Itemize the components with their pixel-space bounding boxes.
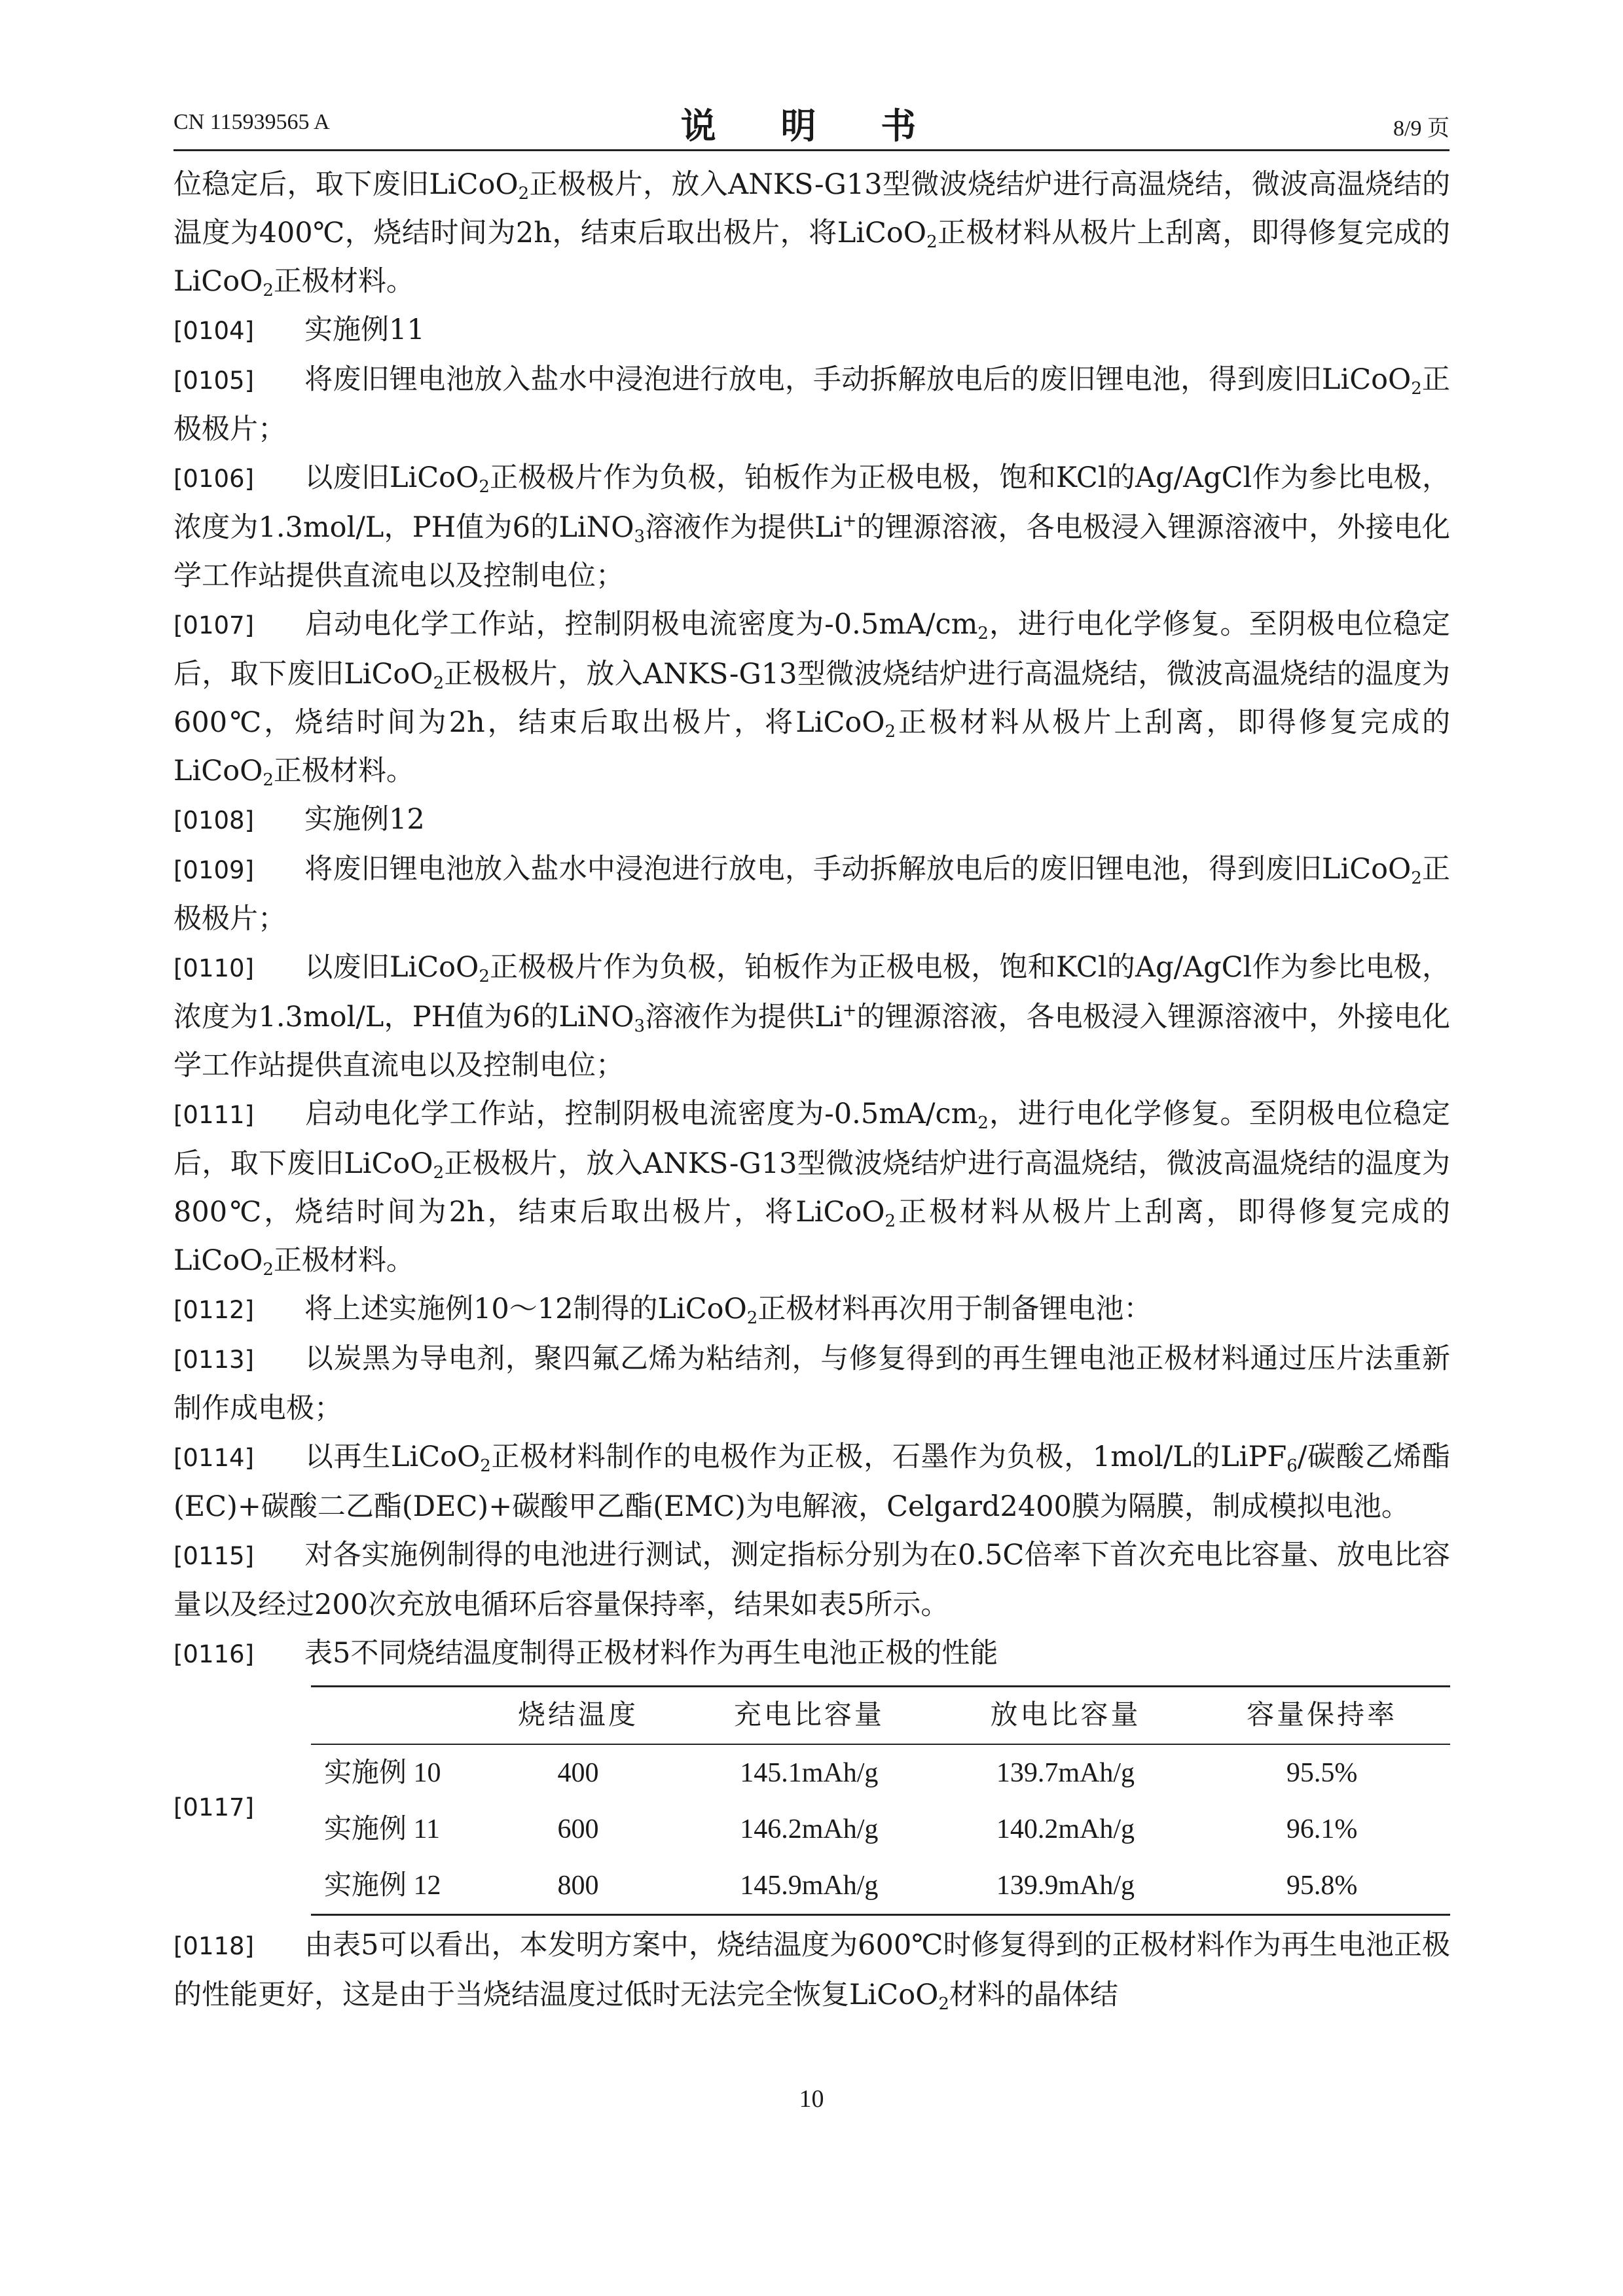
table-cell: 145.9mAh/g bbox=[681, 1857, 938, 1915]
patent-number: CN 115939565 A bbox=[173, 110, 330, 134]
table-row bbox=[311, 1801, 1450, 1857]
table-header-cell: 充电比容量 bbox=[681, 1687, 938, 1745]
subscript: 2 bbox=[479, 477, 490, 497]
paragraph-0111 bbox=[173, 1090, 1450, 1285]
table-row bbox=[311, 1744, 1450, 1801]
document-body bbox=[173, 160, 1450, 2019]
paragraph-text: 由表5可以看出，本发明方案中，烧结温度为600℃时修复得到的正极材料作为再生电池正极的性能更好，这是由于当烧结温度过低时无法完全恢复LiCoO$_2$材料的晶体结 bbox=[173, 1929, 1450, 2014]
paragraph-text: 以再生LiCoO$_2$正极材料制作的电极作为正极，石墨作为负极，1mol/L的LiPF$_6$/碳酸乙烯酯(EC)+碳酸二乙酯(DEC)+碳酸甲乙酯(EMC)为电解液，Celgard2400膜为隔膜，制成模拟电池。 bbox=[173, 1441, 1450, 1523]
table-cell: 145.1mAh/g bbox=[740, 1758, 879, 1788]
paragraph-0109 bbox=[173, 845, 1450, 943]
table-row bbox=[311, 1857, 1450, 1915]
table-header-cell: 烧结温度 bbox=[475, 1687, 681, 1745]
paragraph-0104 bbox=[173, 306, 1450, 355]
subscript: 3 bbox=[634, 1016, 646, 1036]
paragraph-0105 bbox=[173, 355, 1450, 454]
document-title: 说 明 书 bbox=[680, 105, 943, 147]
paragraph-0115 bbox=[173, 1531, 1450, 1629]
table-cell: 600 bbox=[557, 1814, 599, 1844]
subscript: 6 bbox=[1286, 1456, 1298, 1476]
paragraph-text-block bbox=[173, 1921, 1450, 2019]
paragraph-tag: [0107] bbox=[173, 611, 255, 639]
paragraph-tag: [0114] bbox=[173, 1444, 255, 1472]
subscript: 2 bbox=[263, 1260, 274, 1280]
subscript: 2 bbox=[479, 967, 490, 986]
header-rule bbox=[173, 149, 1450, 151]
results-table-block bbox=[173, 1685, 1450, 1921]
paragraph-tag: [0106] bbox=[173, 465, 255, 493]
paragraph-0107 bbox=[173, 600, 1450, 795]
subscript: 2 bbox=[263, 770, 274, 790]
page-header bbox=[173, 98, 1450, 147]
table-cell: 95.5% bbox=[1286, 1758, 1358, 1788]
table-cell: 139.7mAh/g bbox=[996, 1758, 1135, 1788]
paragraph-text: 启动电化学工作站，控制阴极电流密度为$-0.5mA/cm_2$，进行电化学修复。至阴极电位稳定后，取下废旧LiCoO$_2$正极极片，放入ANKS-G13型微波烧结炉进行高温烧结，微波高温烧结的温度为600℃，烧结时间为2h，结束后取出极片，将LiCoO$_2$正极材料从极片上刮离，即得修复完成的LiCoO$_2$正极材料。 bbox=[173, 608, 1451, 790]
superscript: + bbox=[842, 1001, 857, 1020]
paragraph-text: 对各实施例制得的电池进行测试，测定指标分别为在0.5C倍率下首次充电比容量、放电比容量以及经过200次充放电循环后容量保持率，结果如表5所示。 bbox=[173, 1539, 1450, 1621]
table-cell: 实施例 10 bbox=[324, 1758, 441, 1788]
paragraph-0113 bbox=[173, 1335, 1450, 1433]
paragraph-tag: [0117] bbox=[173, 1793, 255, 1821]
subscript: 2 bbox=[746, 1308, 758, 1328]
paragraph-tag: [0105] bbox=[173, 367, 255, 395]
paragraph-0116 bbox=[173, 1629, 1450, 1679]
paragraph-tag: [0116] bbox=[173, 1640, 255, 1668]
paragraph-tag: [0110] bbox=[173, 954, 255, 982]
paragraph-0110 bbox=[173, 943, 1450, 1090]
paragraph-text: 将废旧锂电池放入盐水中浸泡进行放电，手动拆解放电后的废旧锂电池，得到废旧LiCoO$_2$正极极片； bbox=[173, 853, 1450, 935]
table-cell: 139.9mAh/g bbox=[938, 1857, 1194, 1915]
paragraph-text: 位稳定后，取下废旧LiCoO$_2$正极极片，放入ANKS-G13型微波烧结炉进行高温烧结，微波高温烧结的温度为400℃，烧结时间为2h，结束后取出极片，将LiCoO$_2$正极材料从极片上刮离，即得修复完成的LiCoO$_2$正极材料。 bbox=[173, 168, 1451, 300]
paragraph-text: 实施例12 bbox=[304, 803, 425, 836]
table-cell: 800 bbox=[475, 1857, 681, 1915]
subscript: 2 bbox=[977, 624, 989, 643]
paragraph-text: 将废旧锂电池放入盐水中浸泡进行放电，手动拆解放电后的废旧锂电池，得到废旧LiCoO$_2$正极极片； bbox=[173, 363, 1450, 446]
results-table bbox=[311, 1685, 1450, 1916]
table-cell: 400 bbox=[557, 1758, 599, 1788]
subscript: 2 bbox=[926, 232, 938, 252]
superscript: + bbox=[842, 511, 857, 531]
paragraph-tag: [0118] bbox=[173, 1932, 255, 1960]
paragraph-0114 bbox=[173, 1433, 1450, 1531]
paragraph-tag: [0113] bbox=[173, 1346, 255, 1374]
paragraph-0118 bbox=[173, 1921, 1450, 2019]
paragraph-text: 以炭黑为导电剂，聚四氟乙烯为粘结剂，与修复得到的再生锂电池正极材料通过压片法重新制作成电极； bbox=[173, 1342, 1450, 1425]
paragraph-text: 将上述实施例10～12制得的LiCoO$_2$正极材料再次用于制备锂电池： bbox=[304, 1293, 1152, 1328]
subscript: 2 bbox=[938, 1994, 949, 2014]
paragraph-tag: [0112] bbox=[173, 1296, 255, 1324]
paragraph-tag: [0108] bbox=[173, 806, 255, 834]
page-indicator: 8/9 页 bbox=[1393, 117, 1450, 141]
paragraph-text: 以废旧LiCoO$_2$正极极片作为负极，铂板作为正极电极，饱和KCl的Ag/AgCl作为参比电极，浓度为1.3mol/L，PH值为6的LiNO$_3$溶液作为提供Li+的锂源溶液，各电极浸入锂源溶液中，外接电化学工作站提供直流电以及控制电位； bbox=[173, 461, 1450, 592]
paragraph-text: 表5不同烧结温度制得正极材料作为再生电池正极的性能 bbox=[304, 1637, 998, 1670]
table-cell: 95.8% bbox=[1194, 1857, 1450, 1915]
subscript: 2 bbox=[433, 673, 445, 693]
paragraph-list bbox=[173, 160, 1450, 1679]
paragraph-text: 以废旧LiCoO$_2$正极极片作为负极，铂板作为正极电极，饱和KCl的Ag/AgCl作为参比电极，浓度为1.3mol/L，PH值为6的LiNO$_3$溶液作为提供Li+的锂源溶液，各电极浸入锂源溶液中，外接电化学工作站提供直流电以及控制电位； bbox=[173, 951, 1450, 1082]
page-number: 10 bbox=[799, 2085, 824, 2113]
paragraph-text: 实施例11 bbox=[304, 314, 425, 346]
paragraph-tag: [0111] bbox=[173, 1101, 255, 1129]
subscript: 2 bbox=[263, 281, 274, 300]
subscript: 2 bbox=[433, 1163, 445, 1183]
table-cell: 96.1% bbox=[1286, 1814, 1358, 1844]
table-header-cell bbox=[311, 1687, 475, 1745]
paragraph-0106 bbox=[173, 454, 1450, 600]
subscript: 2 bbox=[1411, 379, 1422, 399]
table-header-row bbox=[311, 1687, 1450, 1745]
table-cell: 140.2mAh/g bbox=[996, 1814, 1135, 1844]
paragraph-tag: [0115] bbox=[173, 1542, 255, 1570]
table-cell: 实施例 11 bbox=[324, 1814, 440, 1844]
subscript: 2 bbox=[480, 1456, 491, 1476]
table-cell: 146.2mAh/g bbox=[740, 1814, 879, 1844]
table-header-cell: 放电比容量 bbox=[938, 1687, 1194, 1745]
paragraph-text: 启动电化学工作站，控制阴极电流密度为$-0.5mA/cm_2$，进行电化学修复。至阴极电位稳定后，取下废旧LiCoO$_2$正极极片，放入ANKS-G13型微波烧结炉进行高温烧结，微波高温烧结的温度为800℃，烧结时间为2h，结束后取出极片，将LiCoO$_2$正极材料从极片上刮离，即得修复完成的LiCoO$_2$正极材料。 bbox=[173, 1098, 1451, 1280]
paragraph-tag: [0109] bbox=[173, 856, 255, 884]
paragraph-0112 bbox=[173, 1285, 1450, 1335]
paragraph-continuation bbox=[173, 160, 1450, 306]
subscript: 2 bbox=[884, 1211, 896, 1231]
subscript: 2 bbox=[1411, 869, 1422, 888]
table-header-cell: 容量保持率 bbox=[1194, 1687, 1450, 1745]
table-cell: 实施例 12 bbox=[311, 1857, 475, 1915]
paragraph-tag: [0104] bbox=[173, 317, 255, 345]
subscript: 2 bbox=[884, 722, 896, 742]
subscript: 2 bbox=[977, 1113, 989, 1133]
paragraph-0108 bbox=[173, 795, 1450, 845]
subscript: 2 bbox=[518, 184, 530, 204]
subscript: 3 bbox=[634, 527, 646, 547]
